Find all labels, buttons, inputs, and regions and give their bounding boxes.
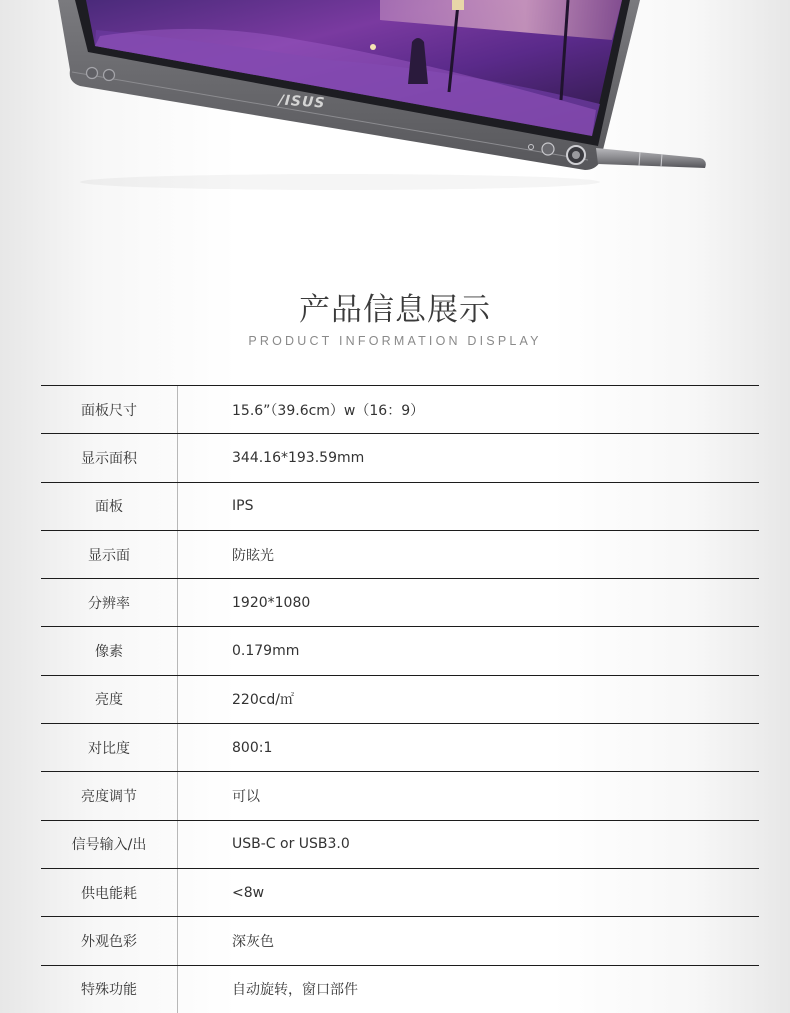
monitor-illustration [0, 0, 790, 230]
spec-label: 面板 [41, 483, 178, 530]
spec-value: 防眩光 [232, 547, 274, 564]
spec-value: 1920*1080 [232, 594, 311, 611]
spec-row-pixel [41, 627, 759, 675]
spec-label: 像素 [41, 627, 178, 674]
spec-value: 可以 [232, 789, 260, 806]
spec-label: 亮度调节 [41, 772, 178, 819]
spec-value: 800:1 [232, 739, 273, 756]
spec-row-signal-io [41, 821, 759, 869]
section-title: 产品信息展示 [299, 292, 491, 328]
spec-row-special-features [41, 966, 759, 1013]
spec-label: 面板尺寸 [41, 386, 178, 433]
spec-value: 0.179mm [232, 643, 300, 660]
spec-value: <8w [232, 884, 265, 901]
spec-table [41, 385, 759, 1013]
spec-label: 亮度 [41, 676, 178, 723]
spec-row-display-area [41, 434, 759, 482]
spec-row-resolution [41, 579, 759, 627]
spec-value: 344.16*193.59mm [232, 449, 365, 466]
section-subtitle: PRODUCT INFORMATION DISPLAY [248, 334, 542, 348]
spec-label: 对比度 [41, 724, 178, 771]
spec-label: 特殊功能 [41, 966, 178, 1013]
spec-row-brightness-adjust [41, 772, 759, 820]
spec-value: 自动旋转，窗口部件 [232, 982, 358, 999]
spec-label: 信号输入/出 [41, 821, 178, 868]
spec-value: 220cd/㎡ [232, 692, 295, 709]
spec-row-power [41, 869, 759, 917]
spec-value: 15.6”（39.6cm）w（16：9） [232, 402, 425, 419]
spec-label: 显示面积 [41, 434, 178, 481]
spec-row-contrast [41, 724, 759, 772]
spec-row-surface [41, 531, 759, 579]
spec-row-color [41, 917, 759, 965]
product-image [0, 0, 790, 230]
spec-value: 深灰色 [232, 933, 274, 950]
spec-value: IPS [232, 498, 254, 515]
spec-row-brightness [41, 676, 759, 724]
spec-value: USB-C or USB3.0 [232, 836, 350, 853]
spec-row-panel [41, 483, 759, 531]
spec-label: 供电能耗 [41, 869, 178, 916]
spec-label: 显示面 [41, 531, 178, 578]
spec-label: 外观色彩 [41, 917, 178, 964]
spec-label: 分辨率 [41, 579, 178, 626]
spec-row-panel-size [41, 386, 759, 434]
brand-logo: /ISUS [278, 92, 326, 112]
